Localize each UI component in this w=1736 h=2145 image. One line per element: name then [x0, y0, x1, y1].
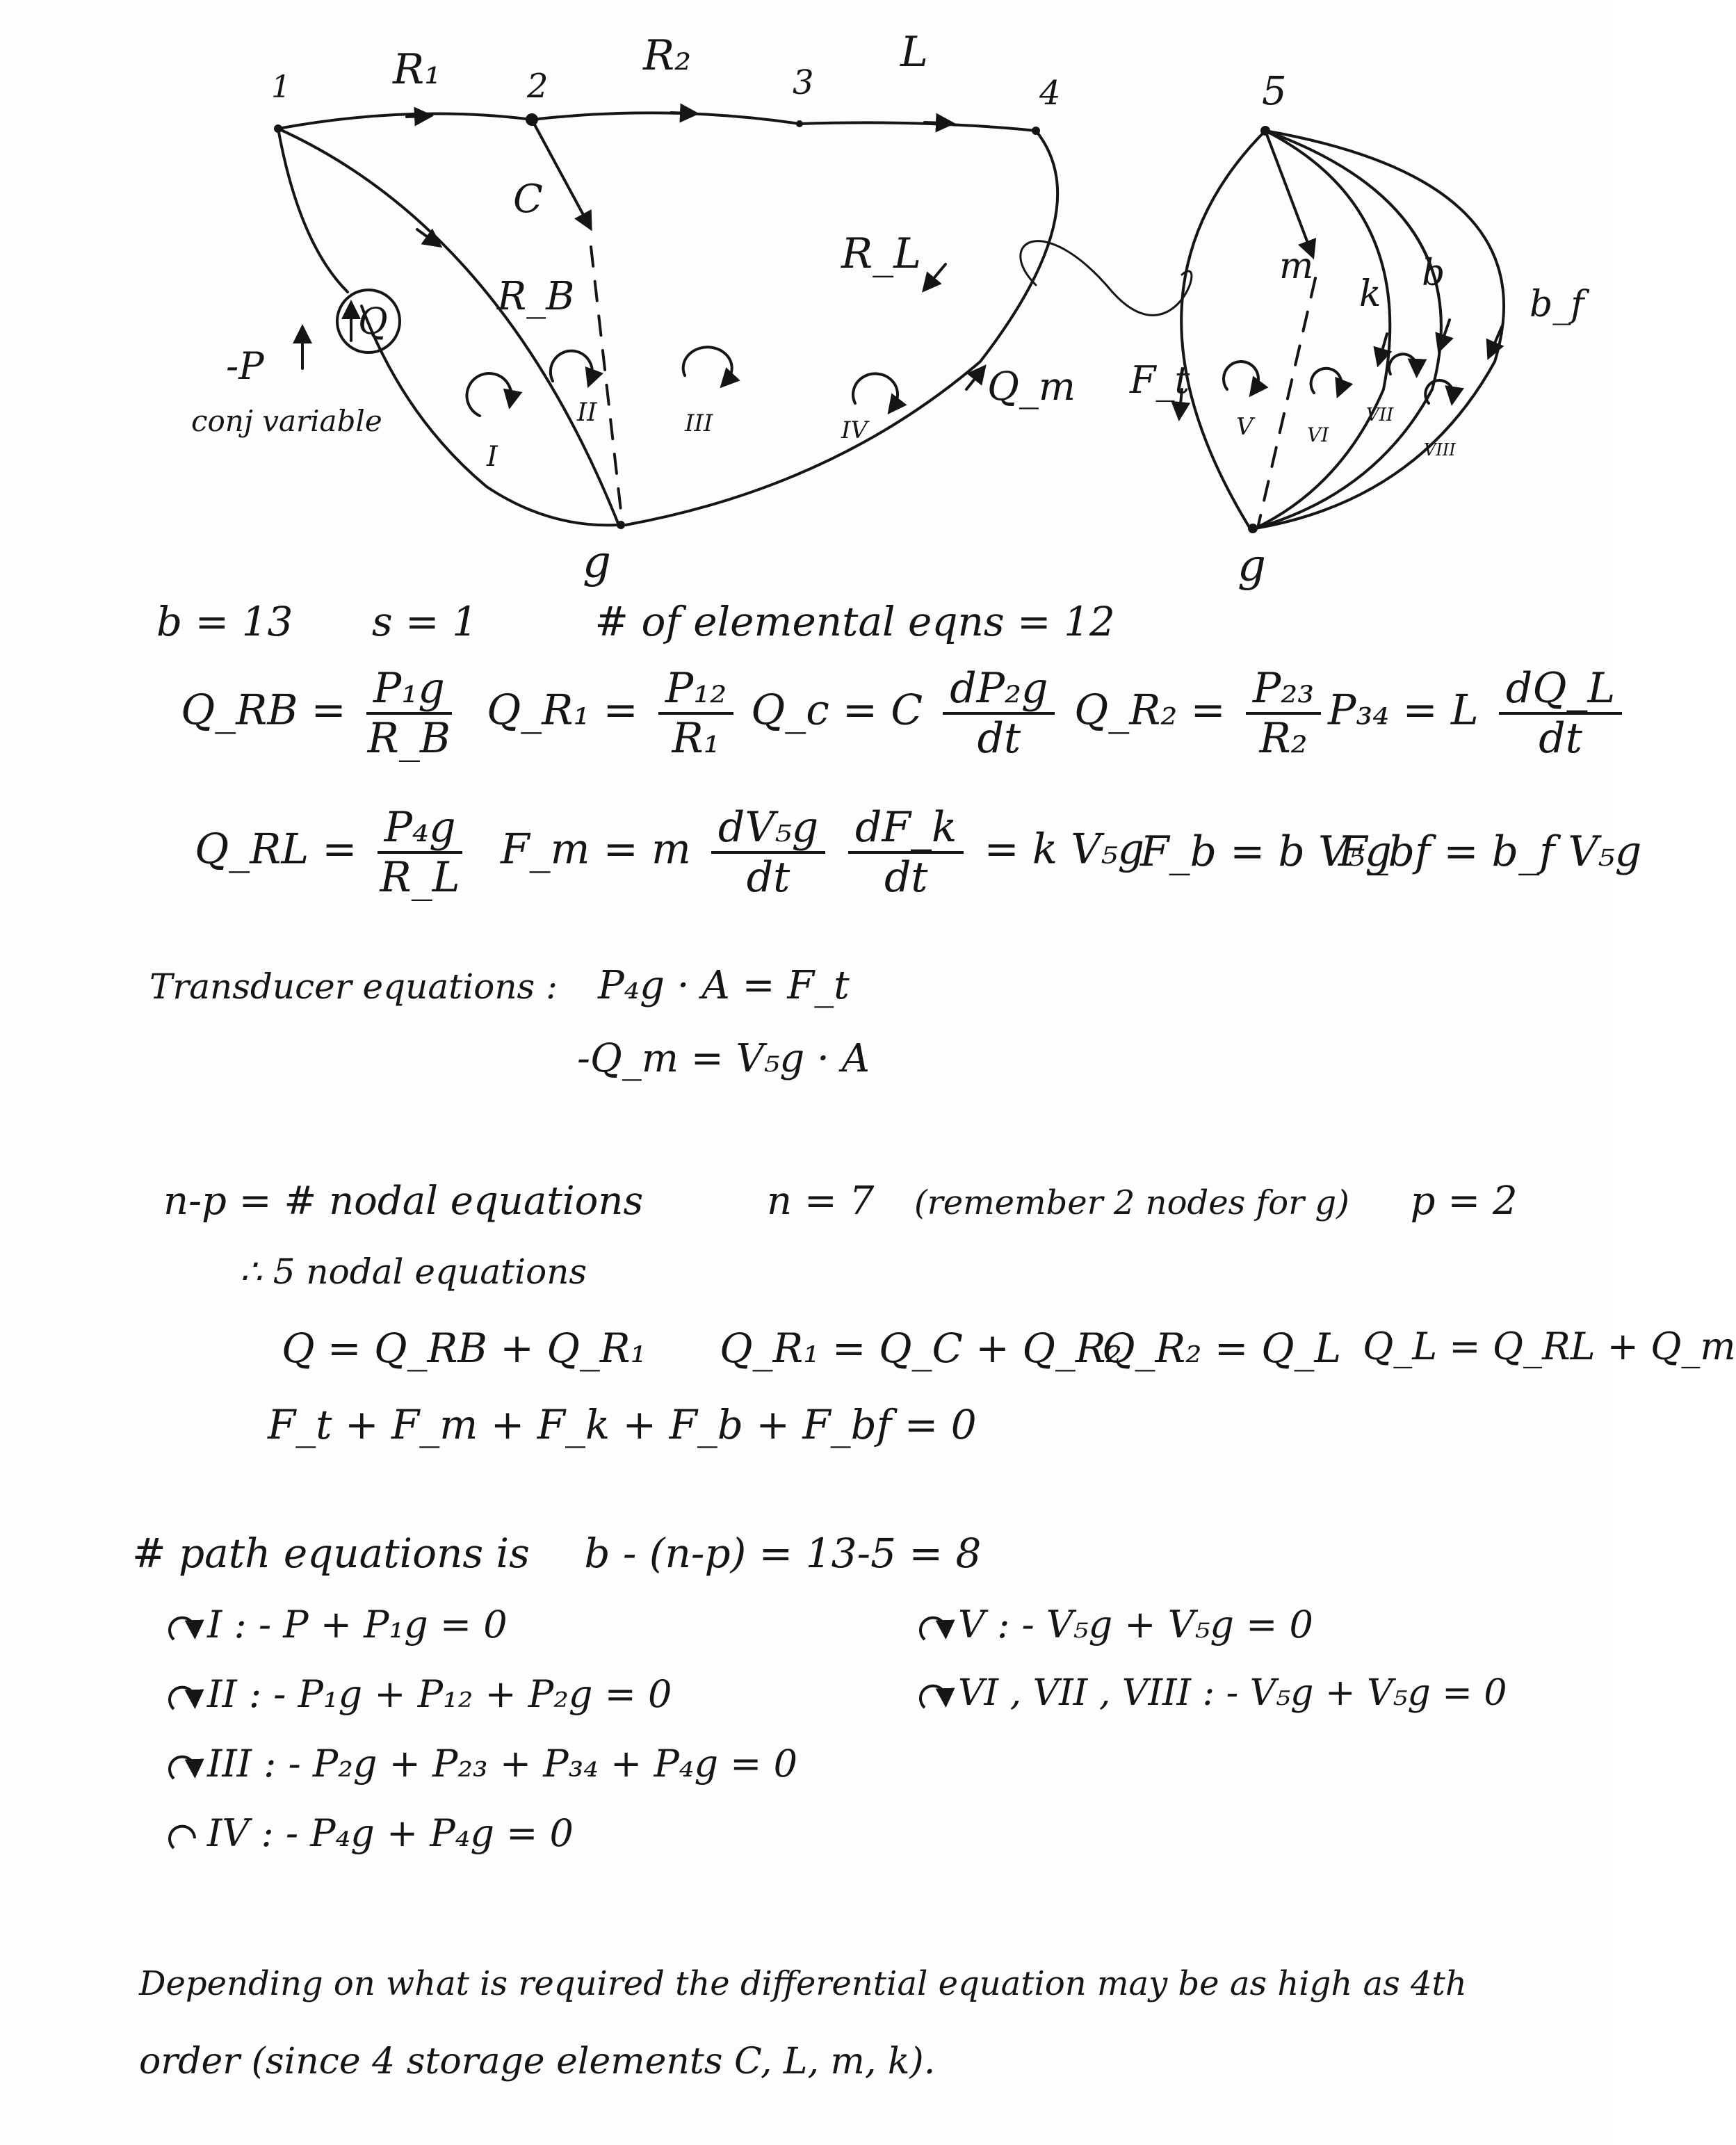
transducer-eq1: P₄g · A = F_t [598, 963, 850, 1008]
edge-Qm-arrow [966, 372, 980, 389]
counts-line [156, 598, 1115, 645]
nodal-eq4: Q_L = Q_RL + Q_m [1363, 1325, 1736, 1368]
path-eq-I: I : - P + P₁g = 0 [167, 1603, 508, 1646]
count-elemental: # of elemental eqns = 12 [594, 598, 1115, 645]
node-label-1: 1 [271, 70, 291, 105]
label-k: k [1359, 273, 1381, 315]
loop-icon [167, 1680, 202, 1715]
node-4-dot [1032, 127, 1040, 135]
path-eq-V: V : - V₅g + V₅g = 0 [918, 1603, 1313, 1646]
loop-I-arrow [467, 373, 512, 416]
count-s: s = 1 [371, 598, 478, 645]
edge-m [1265, 131, 1311, 250]
eq-QR1: Q_R₁ = $\frac{\text{P₁₂}}{\text{R₁}}$ [487, 667, 740, 759]
loop-label-IV: IV [841, 416, 868, 444]
edge-C-dashed [591, 247, 622, 523]
label-L: L [900, 28, 928, 76]
loop-VI-arrow [1311, 369, 1342, 393]
eq-QRB: Q_RB = $\frac{\text{P₁g}}{R\_B}$ [181, 664, 451, 763]
label-Qm: Q_m [987, 364, 1076, 410]
frac-QR2: $\frac{\text{P₂₃}}{\text{R₂}}$ [1246, 667, 1321, 759]
edge-R2 [532, 113, 800, 124]
path-eq-III: III : - P₂g + P₂₃ + P₃₄ + P₄g = 0 [167, 1742, 797, 1786]
edge-R1-arrow [407, 116, 424, 117]
loop-V-arrow [1224, 362, 1258, 389]
path-header-b: b - (n-p) = 13-5 = 8 [584, 1530, 982, 1577]
loop-label-III: III [685, 410, 713, 437]
label-source-P: -P [226, 344, 264, 388]
loop-II-arrow [551, 351, 592, 381]
loop-VII-arrow [1389, 354, 1417, 374]
edge-m-dashed [1258, 278, 1315, 525]
edge-b [1255, 131, 1441, 528]
eq-Fb: F_b = b V₅g [1140, 827, 1392, 876]
label-R2: R₂ [643, 31, 692, 80]
nodal-note: (remember 2 nodes for g) [914, 1183, 1349, 1222]
frac-QRL: $\frac{\text{P₄g}}{R\_L}$ [378, 807, 463, 898]
nodal-eq2: Q_R₁ = Q_C + Q_R₂ [720, 1325, 1122, 1372]
linear-graph-diagram [0, 0, 1609, 598]
label-conj-variable: conj variable [191, 404, 382, 438]
edge-k-arrow [1380, 334, 1387, 358]
frac-Fk: $\frac{dF\_k}{dt}$ [848, 807, 964, 898]
nodal-eq1: Q = Q_RB + Q_R₁ [282, 1325, 647, 1372]
node-5-dot [1260, 126, 1270, 136]
loop-label-VI: VI [1307, 423, 1329, 446]
eq-QRL: Q_RL = $\frac{\text{P₄g}}{R\_L}$ [195, 807, 469, 898]
eq-P34: P₃₄ = L $\frac{dQ\_L}{dt}$ [1328, 667, 1629, 759]
loop-label-II: II [577, 398, 597, 427]
eq-QR2: Q_R₂ = $\frac{\text{P₂₃}}{\text{R₂}}$ [1074, 667, 1328, 759]
label-Ft: F_t [1130, 358, 1190, 402]
node-label-4: 4 [1039, 74, 1061, 113]
path-header-a: # path equations is [132, 1530, 530, 1577]
loop-III-arrow [683, 347, 732, 381]
frac-QR1: $\frac{\text{P₁₂}}{\text{R₁}}$ [658, 667, 733, 759]
edge-RL [626, 131, 1057, 525]
edge-L [800, 122, 1036, 131]
count-b: b = 13 [156, 598, 293, 645]
frac-QRB: $\frac{\text{P₁g}}{R\_B}$ [367, 664, 451, 763]
nodal-header [163, 1179, 1518, 1224]
node-3-dot [796, 120, 803, 127]
loop-label-VIII: VIII [1424, 440, 1456, 460]
edge-Ft [1181, 131, 1265, 528]
label-m: m [1279, 245, 1314, 287]
loop-icon [167, 1819, 202, 1854]
edge-L-arrow [925, 122, 946, 123]
conclusion-line2: order (since 4 storage elements C, L, m, k). [139, 2041, 936, 2082]
node-label-3: 3 [793, 63, 814, 102]
nodal-line1: n-p = # nodal equations [163, 1179, 644, 1224]
node-1-dot [274, 124, 282, 133]
loop-icon [918, 1610, 952, 1645]
node-2-dot [526, 113, 538, 126]
loop-icon [167, 1610, 202, 1645]
loop-IV-arrow [853, 373, 898, 407]
edge-R1 [278, 114, 532, 129]
loop-label-VII: VII [1366, 405, 1394, 426]
frac-QC: $\frac{\text{dP₂g}}{dt}$ [943, 667, 1055, 759]
node-label-g1: g [583, 537, 611, 588]
node-label-2: 2 [527, 67, 549, 106]
path-eq-IV: IV : - P₄g + P₄g = 0 [167, 1811, 574, 1855]
frac-Fm: $\frac{\text{dV₅g}}{dt}$ [711, 807, 825, 898]
edge-bf [1255, 131, 1504, 528]
eq-Fk: $\frac{dF\_k}{dt}$ = k V₅g [841, 807, 1144, 898]
eq-Fbf: F_bf = b_f V₅g [1338, 827, 1642, 876]
label-bf: b_f [1530, 284, 1584, 325]
path-eq-II: II : - P₁g + P₁₂ + P₂g = 0 [167, 1672, 672, 1716]
label-Q: Q [358, 301, 388, 343]
label-C: C [513, 177, 543, 222]
nodal-p: p = 2 [1410, 1179, 1518, 1224]
eq-QC: Q_c = C $\frac{\text{dP₂g}}{dt}$ [751, 667, 1062, 759]
nodal-n: n = 7 [767, 1179, 875, 1224]
node-label-5: 5 [1262, 69, 1287, 114]
eq-Fm: F_m = m $\frac{\text{dV₅g}}{dt}$ [501, 807, 832, 898]
loop-label-V: V [1236, 413, 1254, 441]
node-label-g2: g [1238, 540, 1266, 592]
frac-P34: $\frac{dQ\_L}{dt}$ [1499, 667, 1622, 759]
label-RB: R_B [497, 274, 575, 319]
edge-RL-arrow [928, 264, 946, 285]
path-eq-VI-VIII: VI , VII , VIII : - V₅g + V₅g = 0 [918, 1672, 1507, 1714]
loop-label-I: I [487, 441, 498, 473]
path-header [132, 1530, 981, 1577]
conclusion-line1: Depending on what is required the differential equation may be as high as 4th [139, 1964, 1467, 2003]
nodal-eq3: Q_R₂ = Q_L [1102, 1325, 1342, 1372]
loop-icon [918, 1678, 952, 1713]
label-b: b [1422, 252, 1445, 294]
transducer-eq2: -Q_m = V₅g · A [577, 1036, 870, 1081]
transducer-label: Transducer equations : [149, 966, 558, 1007]
nodal-count: ∴ 5 nodal equations [240, 1252, 587, 1292]
nodal-eq5: F_t + F_m + F_k + F_b + F_bf = 0 [268, 1401, 977, 1448]
node-g2-dot [1248, 524, 1258, 533]
node-g1-dot [617, 521, 625, 529]
label-R1: R₁ [393, 45, 441, 94]
loop-icon [167, 1749, 202, 1784]
label-RL: R_L [841, 229, 922, 278]
